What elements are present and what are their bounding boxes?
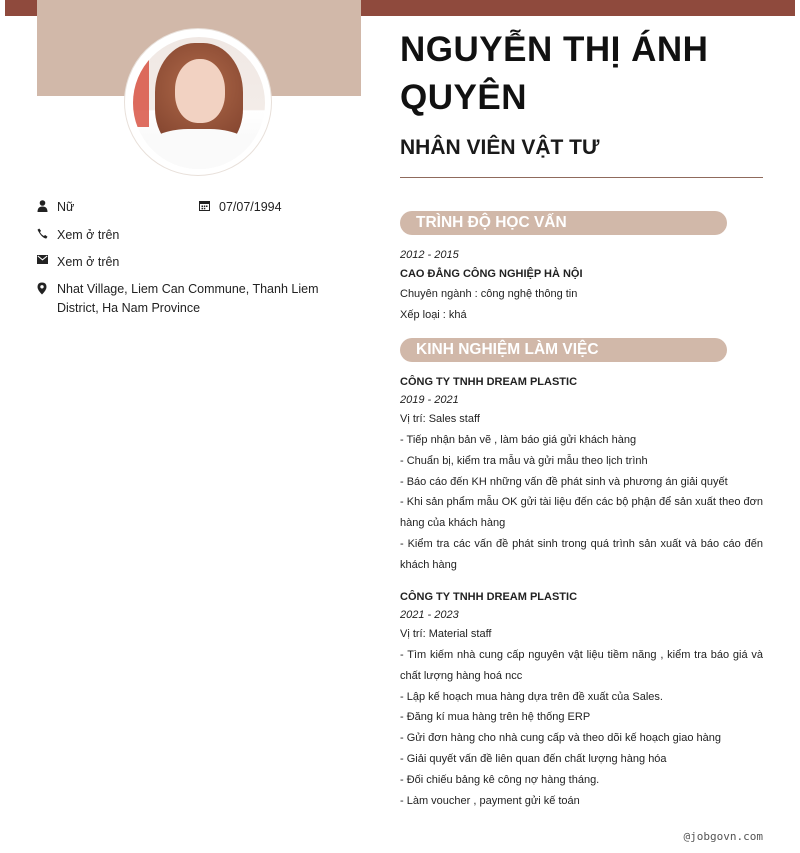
duty-item: - Kiểm tra các vấn đề phát sinh trong quá trình sản xuất và báo cáo đến khách hàng (400, 537, 763, 571)
avatar-frame (124, 28, 272, 176)
company-name: CÔNG TY TNHH DREAM PLASTIC (400, 591, 578, 603)
address-value: Nhat Village, Liem Can Commune, Thanh Liem District, Ha Nam Province (57, 282, 319, 315)
education-entry (400, 246, 763, 326)
map-pin-icon (37, 280, 57, 295)
birthday-value: 07/07/1994 (219, 200, 282, 214)
company-name: CÔNG TY TNHH DREAM PLASTIC (400, 376, 578, 388)
mail-icon (37, 253, 57, 264)
gender-value: Nữ (57, 200, 75, 214)
experience-entry-1 (400, 373, 763, 576)
duty-item: - Tiếp nhận bản vẽ , làm báo giá gửi khách hàng (400, 434, 637, 446)
watermark: @jobgovn.com (683, 830, 763, 843)
job-years: 2019 - 2021 (400, 394, 459, 406)
birthday-row (199, 198, 282, 217)
duty-item: - Giải quyết vấn đề liên quan đến chất lượng hàng hóa (400, 752, 667, 765)
phone-value: Xem ở trên (57, 228, 120, 242)
duty-item: - Chuẩn bị, kiểm tra mẫu và gửi mẫu theo lịch trình (400, 454, 648, 467)
phone-icon (37, 226, 57, 239)
job-title: NHÂN VIÊN VẬT TƯ (400, 136, 600, 159)
job-years: 2021 - 2023 (400, 609, 459, 621)
duty-item: - Gửi đơn hàng cho nhà cung cấp và theo dõi kế hoạch giao hàng (400, 732, 721, 745)
duty-item: - Làm voucher , payment gửi kế toán (400, 794, 580, 807)
experience-heading: KINH NGHIỆM LÀM VIỆC (400, 338, 727, 362)
person-icon (37, 198, 57, 212)
education-heading: TRÌNH ĐỘ HỌC VẤN (400, 211, 727, 235)
candidate-name: NGUYỄN THỊ ÁNH QUYÊN (400, 30, 709, 117)
calendar-icon (199, 198, 219, 211)
avatar (133, 37, 265, 169)
address-row (37, 280, 337, 318)
email-row (37, 253, 119, 272)
education-years: 2012 - 2015 (400, 249, 459, 261)
major: Chuyên ngành : công nghệ thông tin (400, 288, 578, 300)
phone-row (37, 226, 119, 245)
job-position: Vị trí: Material staff (400, 628, 492, 640)
duty-item: - Lập kế hoạch mua hàng dựa trên đề xuất của Sales. (400, 690, 663, 703)
duty-item: - Đối chiếu bảng kê công nợ hàng tháng. (400, 773, 600, 786)
email-value: Xem ở trên (57, 255, 120, 269)
experience-entry-2 (400, 588, 763, 811)
divider (400, 177, 763, 178)
duty-item: - Đăng kí mua hàng trên hệ thống ERP (400, 711, 591, 724)
school-name: CAO ĐẲNG CÔNG NGHIỆP HÀ NỘI (400, 268, 583, 280)
duty-item: - Khi sản phẩm mẫu OK gửi tài liệu đến các bộ phận để sản xuất theo đơn hàng của khách hàng (400, 496, 763, 530)
duty-item: - Báo cáo đến KH những vấn đề phát sinh và phương án giải quyết (400, 475, 728, 488)
gender-row (37, 198, 74, 217)
grade: Xếp loại : khá (400, 309, 467, 321)
job-position: Vị trí: Sales staff (400, 413, 480, 425)
duty-item: - Tìm kiếm nhà cung cấp nguyên vật liệu tiềm năng , kiểm tra báo giá và chất lượng hàng hoá ncc (400, 649, 763, 682)
